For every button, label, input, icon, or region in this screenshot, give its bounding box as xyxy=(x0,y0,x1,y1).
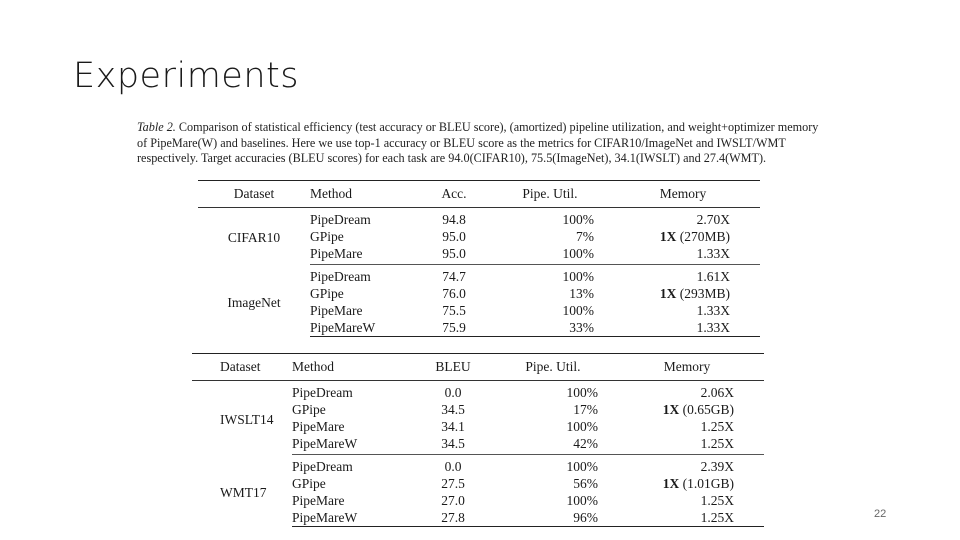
column-header-memory: Memory xyxy=(606,181,760,208)
method-cell: GPipe xyxy=(292,476,326,491)
method-cell: PipeMare xyxy=(292,493,345,508)
score-cell: 0.0 xyxy=(444,385,462,400)
dataset-cell: IWSLT14 xyxy=(220,411,274,427)
memory-cell xyxy=(606,285,760,302)
method-cell: PipeMare xyxy=(310,303,363,318)
method-cell: PipeMare xyxy=(310,245,414,265)
pipe-util-cell: 100% xyxy=(566,493,598,508)
memory-cell xyxy=(606,302,760,319)
score-cell: 0.0 xyxy=(444,459,462,474)
pipe-util-cell: 100% xyxy=(494,245,606,265)
column-header-dataset: Dataset xyxy=(192,354,292,381)
method-cell: PipeMare xyxy=(292,419,345,434)
score-cell: 34.5 xyxy=(441,402,465,417)
memory-value: 1.33X xyxy=(696,303,730,318)
memory-cell xyxy=(610,418,764,435)
memory-value: 1.25X xyxy=(700,419,734,434)
memory-cell xyxy=(610,435,764,455)
memory-baseline-label: 1X xyxy=(659,286,677,301)
caption-label: Table 2. xyxy=(137,120,176,134)
memory-value: 1.25X xyxy=(700,436,734,451)
pipe-util-cell: 7% xyxy=(576,229,594,244)
memory-value: 1.25X xyxy=(700,510,734,525)
score-cell: 76.0 xyxy=(442,286,466,301)
score-cell: 95.0 xyxy=(442,229,466,244)
column-header-accuracy: Acc. xyxy=(414,181,494,208)
memory-baseline-label: 1X xyxy=(662,476,680,491)
column-header-pipe-util: Pipe. Util. xyxy=(494,181,606,208)
pipe-util-cell: 42% xyxy=(496,435,610,455)
score-cell: 75.5 xyxy=(442,303,466,318)
memory-baseline-label: 1X xyxy=(662,402,680,417)
bleu-table xyxy=(192,353,764,527)
score-cell: 27.5 xyxy=(441,476,465,491)
table-row xyxy=(192,455,764,476)
page-number: 22 xyxy=(874,508,887,520)
memory-value: 2.06X xyxy=(700,385,734,400)
score-cell: 94.8 xyxy=(442,212,466,227)
pipe-util-cell: 96% xyxy=(496,509,610,527)
method-cell: GPipe xyxy=(310,286,344,301)
caption-text: Comparison of statistical efficiency (test accuracy or BLEU score), (amortized) pipeline utilization, and weight+optimizer memory of PipeMare(W) and baselines. Here we use top-1 accuracy or BLEU score as the metrics for CIFAR10/ImageNet and IWSLT/WMT respectively. Target accuracies (BLEU scores) for each task are 94.0(CIFAR10), 75.5(ImageNet), 34.1(IWSLT) and 27.4(WMT). xyxy=(137,120,819,165)
table-row xyxy=(192,381,764,402)
pipe-util-cell: 17% xyxy=(573,402,598,417)
memory-value: (293MB) xyxy=(676,286,730,301)
pipe-util-cell: 100% xyxy=(566,419,598,434)
method-cell: GPipe xyxy=(292,402,326,417)
score-cell: 27.0 xyxy=(441,493,465,508)
column-header-dataset: Dataset xyxy=(198,181,310,208)
pipe-util-cell: 100% xyxy=(562,212,594,227)
memory-cell xyxy=(606,265,760,286)
memory-value: 1.33X xyxy=(696,246,730,261)
memory-cell xyxy=(606,208,760,229)
table-caption xyxy=(137,120,827,167)
memory-cell xyxy=(610,475,764,492)
memory-cell xyxy=(610,455,764,476)
memory-value: 2.39X xyxy=(700,459,734,474)
memory-cell xyxy=(610,401,764,418)
table-row xyxy=(198,265,760,286)
pipe-util-cell: 100% xyxy=(566,385,598,400)
score-cell: 75.9 xyxy=(414,319,494,337)
accuracy-table xyxy=(198,180,760,337)
method-cell: PipeMareW xyxy=(292,509,410,527)
memory-cell xyxy=(610,492,764,509)
table-header-row xyxy=(192,354,764,381)
memory-cell xyxy=(606,228,760,245)
method-cell: PipeMareW xyxy=(292,435,410,455)
score-cell: 27.8 xyxy=(410,509,496,527)
method-cell: PipeDream xyxy=(310,212,371,227)
memory-cell xyxy=(610,381,764,402)
pipe-util-cell: 13% xyxy=(569,286,594,301)
score-cell: 34.5 xyxy=(410,435,496,455)
memory-value: 1.25X xyxy=(700,493,734,508)
memory-cell xyxy=(610,509,764,527)
method-cell: PipeDream xyxy=(310,269,371,284)
memory-value: (1.01GB) xyxy=(679,476,734,491)
memory-value: (0.65GB) xyxy=(679,402,734,417)
column-header-bleu: BLEU xyxy=(410,354,496,381)
memory-cell xyxy=(606,245,760,265)
memory-value: 2.70X xyxy=(696,212,730,227)
method-cell: PipeDream xyxy=(292,459,353,474)
memory-value: 1.61X xyxy=(696,269,730,284)
column-header-pipe-util: Pipe. Util. xyxy=(496,354,610,381)
dataset-cell: CIFAR10 xyxy=(227,230,281,246)
method-cell: PipeMareW xyxy=(310,319,414,337)
column-header-method: Method xyxy=(310,181,414,208)
method-cell: PipeDream xyxy=(292,385,353,400)
dataset-cell: ImageNet xyxy=(227,294,281,310)
memory-value: 1.33X xyxy=(696,320,730,335)
memory-cell xyxy=(606,319,760,337)
dataset-cell: WMT17 xyxy=(220,484,267,500)
score-cell: 74.7 xyxy=(442,269,466,284)
table-header-row xyxy=(198,181,760,208)
column-header-method: Method xyxy=(292,354,410,381)
score-cell: 34.1 xyxy=(441,419,465,434)
pipe-util-cell: 100% xyxy=(566,459,598,474)
method-cell: GPipe xyxy=(310,229,344,244)
column-header-memory: Memory xyxy=(610,354,764,381)
score-cell: 95.0 xyxy=(414,245,494,265)
memory-value: (270MB) xyxy=(676,229,730,244)
table-row xyxy=(198,208,760,229)
pipe-util-cell: 56% xyxy=(573,476,598,491)
pipe-util-cell: 33% xyxy=(494,319,606,337)
memory-baseline-label: 1X xyxy=(659,229,677,244)
slide-title: Experiments xyxy=(73,56,299,96)
pipe-util-cell: 100% xyxy=(562,303,594,318)
pipe-util-cell: 100% xyxy=(562,269,594,284)
